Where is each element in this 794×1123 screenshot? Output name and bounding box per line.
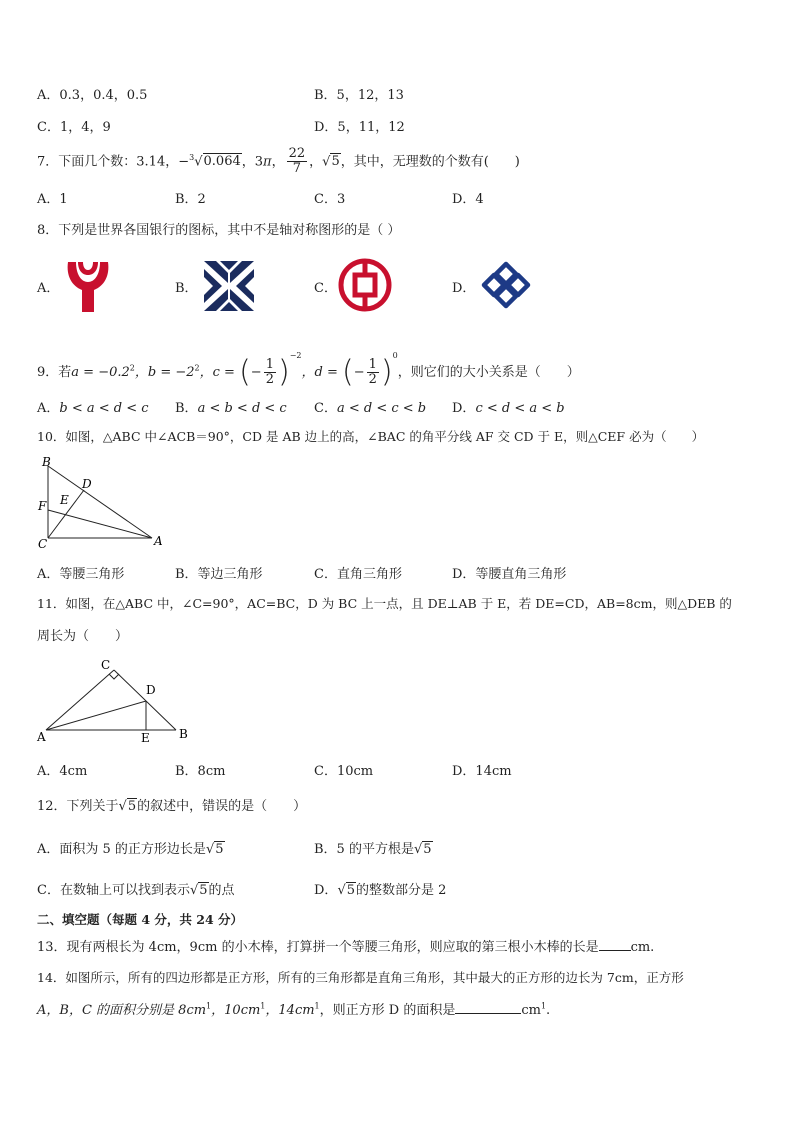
q7-cube-radicand: 0.064 (203, 154, 241, 170)
q11-label-d: D (146, 683, 156, 697)
q10-option-a: A．等腰三角形 (37, 567, 125, 582)
q9-stem: 9．若$a = -0.2^2$，$b = -2^2$，c = (− $\frac{1}{2}$ )$^{-2}$，d = (− $\frac{1}{2}$ )$^0$，则它们的大小关系是（ ） (37, 351, 580, 390)
q7-option-d: D．4 (452, 192, 484, 207)
q9-option-b: B．a < b < d < c (175, 401, 287, 416)
q12-stem: 12．下列关于√5的叙述中，错误的是（ ） (37, 799, 307, 814)
q8-option-c: C． (314, 281, 337, 296)
q7-option-a: A．1 (37, 192, 68, 207)
q8-option-d: D． (452, 281, 476, 296)
q7-stem: 7．下面几个数：3.14，−$^3$√0.064，3π， $\frac{22}{7}$ ，√5，其中，无理数的个数有( ) (37, 146, 520, 177)
q12-option-a: A．面积为 5 的正方形边长是√5 (37, 842, 224, 857)
q11-label-b: B (179, 727, 188, 741)
q11-label-a: A (37, 730, 46, 744)
q10-stem: 10．如图，△ABC 中∠ACB＝90°，CD 是 AB 边上的高，∠BAC 的角平分线 AF 交 CD 于 E，则△CEF 必为（ ） (37, 429, 705, 444)
q11-option-d: D．14cm (452, 764, 512, 779)
q13-answer-blank[interactable] (599, 938, 631, 951)
q7-option-b: B．2 (175, 192, 206, 207)
q10-label-f: F (38, 499, 47, 513)
section-heading-fill-in: 二、填空题（每题 4 分，共 24 分） (37, 912, 244, 927)
q11-label-e: E (141, 731, 150, 744)
q6-option-c: C．1，4，9 (37, 120, 111, 135)
q11-stem-line1: 11．如图，在△ABC 中，∠C=90°，AC=BC，D 为 BC 上一点，且 DE⊥AB 于 E，若 DE=CD，AB=8cm，则△DEB 的 (37, 596, 732, 611)
q14-answer-blank[interactable] (455, 1001, 521, 1014)
q6-option-a: A．0.3，0.4，0.5 (37, 88, 148, 103)
q10-label-e: E (60, 493, 69, 507)
q7-fraction: $\frac{22}{7}$ (288, 146, 306, 177)
q12-option-c: C．在数轴上可以找到表示√5的点 (37, 883, 235, 898)
q11-triangle-figure (34, 656, 196, 744)
q11-option-b: B．8cm (175, 764, 226, 779)
q10-triangle-figure (34, 452, 169, 550)
q8-stem: 8．下列是世界各国银行的图标，其中不是轴对称图形的是（ ） (37, 223, 401, 238)
q13-stem: 13．现有两根长为 4cm，9cm 的小木棒，打算拼一个等腰三角形，则应取的第三根小木棒的长是 cm. (37, 940, 655, 955)
q11-option-c: C．10cm (314, 764, 374, 779)
q11-label-c: C (101, 658, 111, 672)
q10-option-c: C．直角三角形 (314, 567, 402, 582)
q10-label-d: D (82, 477, 92, 491)
q14-stem-line1: 14．如图所示，所有的四边形都是正方形，所有的三角形都是直角三角形，其中最大的正方形的边长为 7cm，正方形 (37, 970, 684, 985)
q10-label-c: C (38, 537, 48, 550)
q14-stem-line2: A，B，C 的面积分别是 $8cm^1$，$10cm^1$，$14cm^1$，则正方形 D 的面积是 $cm^1$. (37, 1001, 551, 1018)
q6-option-d: D．5，11，12 (314, 120, 405, 135)
bank-logo-c-icon (338, 258, 392, 312)
q12-option-b: B．5 的平方根是√5 (314, 842, 432, 857)
q7-option-c: C．3 (314, 192, 346, 207)
q9-option-c: C．a < d < c < b (314, 401, 427, 416)
q6-option-b: B．5，12，13 (314, 88, 404, 103)
q12-option-d: D．√5的整数部分是 2 (314, 883, 447, 898)
q8-option-a: A． (37, 281, 60, 296)
q9-option-d: D．c < d < a < b (452, 401, 565, 416)
q8-option-b: B． (175, 281, 198, 296)
q11-option-a: A．4cm (37, 764, 88, 779)
q11-stem-line2: 周长为（ ） (37, 629, 129, 644)
q10-option-b: B．等边三角形 (175, 567, 263, 582)
bank-logo-a-icon (62, 258, 114, 314)
q10-label-a: A (154, 534, 163, 548)
q10-option-d: D．等腰直角三角形 (452, 567, 567, 582)
bank-logo-b-icon (202, 259, 256, 313)
q9-option-a: A．b < a < d < c (37, 401, 149, 416)
q10-label-b: B (42, 455, 51, 469)
bank-logo-d-icon (476, 260, 536, 310)
